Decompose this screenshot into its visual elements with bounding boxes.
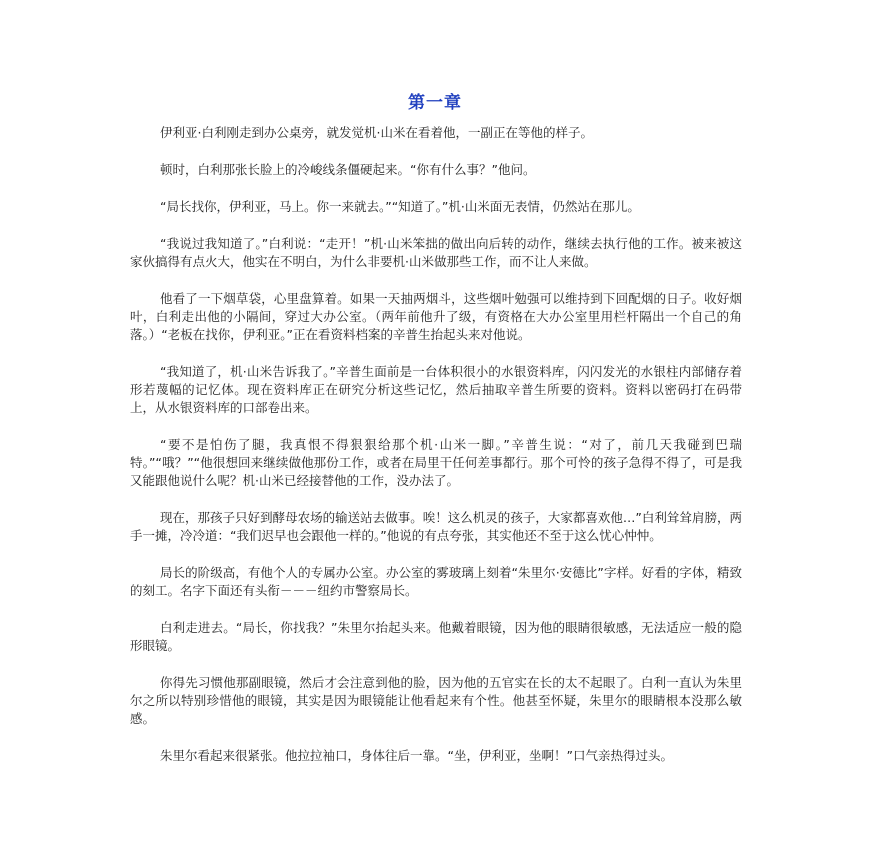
paragraph: 朱里尔看起来很紧张。他拉拉袖口，身体往后一靠。“坐，伊利亚，坐啊！”口气亲热得过头。	[160, 748, 673, 763]
paragraph: 伊利亚·白利刚走到办公桌旁，就发觉机·山米在看着他，一副正在等他的样子。	[160, 125, 593, 140]
body-text	[130, 124, 742, 781]
paragraph: 局长的阶级高，有他个人的专属办公室。办公室的雾玻璃上刻着“朱里尔·安德比”字样。好看的字体，精致的刻工。名字下面还有头衔－－－纽约市警察局长。	[130, 565, 742, 598]
paragraph: “局长找你，伊利亚，马上。你一来就去。”“知道了。”机·山米面无表情，仍然站在那儿。	[160, 199, 640, 214]
paragraph: 顿时，白利那张长脸上的冷峻线条僵硬起来。“你有什么事？”他问。	[160, 162, 536, 177]
chapter-title: 第一章	[408, 93, 462, 113]
paragraph: “要不是怕伤了腿，我真恨不得狠狠给那个机·山米一脚。”辛普生说：“对了，前几天我碰到巴瑞特。”“哦？”“他很想回来继续做他那份工作，或者在局里干任何差事都行。那个可怜的孩子急得不得了，可是我又能跟他说什么呢？机·山米已经接替他的工作，没办法了。	[130, 437, 742, 488]
paragraph: 你得先习惯他那副眼镜，然后才会注意到他的脸，因为他的五官实在长的太不起眼了。白利一直认为朱里尔之所以特别珍惜他的眼镜，其实是因为眼镜能让他看起来有个性。他甚至怀疑，朱里尔的眼睛根本没那么敏感。	[130, 675, 742, 726]
paragraph: 白利走进去。“局长，你找我？”朱里尔抬起头来。他戴着眼镜，因为他的眼睛很敏感，无法适应一般的隐形眼镜。	[130, 620, 742, 653]
paragraph: “我知道了，机·山米告诉我了。”辛普生面前是一台体积很小的水银资料库，闪闪发光的水银柱内部储存着形若蔑幅的记忆体。现在资料库正在研究分析这些记忆，然后抽取辛普生所要的资料。资料以密码打在码带上，从水银资料库的口部卷出来。	[130, 364, 742, 415]
paragraph: “我说过我知道了。”白利说：“走开！”机·山米笨拙的做出向后转的动作，继续去执行他的工作。被来被这家伙搞得有点火大，他实在不明白，为什么非要机·山米做那些工作，而不让人来做。	[130, 236, 742, 269]
paragraph: 他看了一下烟草袋，心里盘算着。如果一天抽两烟斗，这些烟叶勉强可以维持到下回配烟的日子。收好烟叶，白利走出他的小隔间，穿过大办公室。（两年前他升了级，有资格在大办公室里用栏杆隔出一个自己的角落。）“老板在找你，伊利亚。”正在看资料档案的辛普生抬起头来对他说。	[130, 291, 742, 342]
paragraph: 现在，那孩子只好到酵母农场的输送站去做事。唉！这么机灵的孩子，大家都喜欢他…”白利耸耸肩膀，两手一摊，冷冷道：“我们迟早也会跟他一样的。”他说的有点夸张，其实他还不至于这么忧心忡忡。	[130, 510, 742, 543]
